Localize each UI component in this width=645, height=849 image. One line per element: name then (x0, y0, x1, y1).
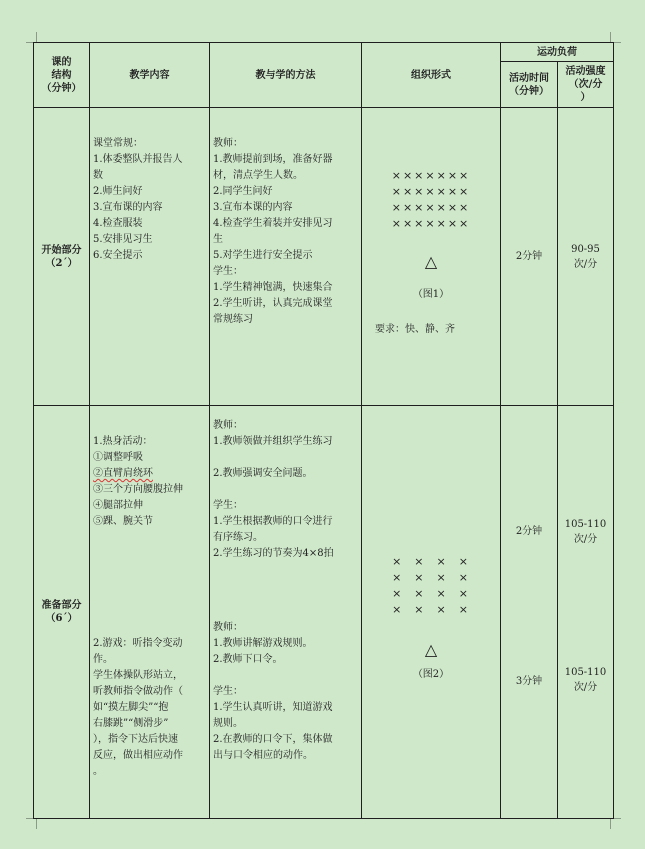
header-organization: 组织形式 (362, 43, 501, 108)
formation-row: × × × × (392, 603, 470, 616)
section-start-content: 课堂常规： 1.体委整队并报告人 数 2.师生问好 3.宣布课的内容 4.检查服装 5.安排见习生 6.安全提示 (90, 108, 210, 406)
formation-row: × × × × (392, 555, 470, 568)
teacher-triangle-icon: △ (424, 252, 438, 271)
section-prep-time: 2分钟 3分钟 (501, 406, 558, 819)
lesson-plan-table (33, 42, 614, 819)
teacher-triangle-icon: △ (424, 640, 438, 659)
section-prep-intensity: 105-110 次/分 105-110 次/分 (558, 406, 614, 819)
formation-row: ××××××× (391, 217, 471, 230)
section-start-methods: 教师： 1.教师提前到场，准备好器 材，清点学生人数。 2.同学生问好 3.宣布本课的内容 4.检查学生着装并安排见习 生 5.对学生进行安全提示 学生： 1.学生精神饱满，快速集合 2.学生听讲，认真完成课堂 常规练习 (210, 108, 362, 406)
section-prep-methods: 教师： 1.教师领做并组织学生练习 2.教师强调安全问题。 学生： 1.学生根据教师的口令进行 有序练习。 2.学生练习的节奏为4×8拍 教师： 1.教师讲解游戏规则。 2.教师下口令。 学生： 1.学生认真听讲，知道游戏 规则。 2.在教师的口令下，集体做 出与口令相应的动作。 (210, 406, 362, 819)
header-structure: 课的 结构 （分钟） (34, 43, 90, 108)
header-content: 教学内容 (90, 43, 210, 108)
formation-row: ××××××× (391, 185, 471, 198)
header-methods: 教与学的方法 (210, 43, 362, 108)
section-prep-formation (362, 406, 501, 819)
formation-row: ××××××× (391, 201, 471, 214)
section-start-time: 2分钟 (501, 108, 558, 406)
section-start-formation (362, 108, 501, 406)
section-start-intensity: 90-95 次/分 (558, 108, 614, 406)
header-load-intensity: 活动强度 （次/分 ） (558, 62, 614, 108)
header-load-time: 活动时间 （分钟） (501, 62, 558, 108)
figure-caption: （图2） (412, 669, 450, 680)
section-start-name: 开始部分 （2´） (34, 108, 90, 406)
header-load: 运动负荷 (501, 43, 614, 62)
formation-row: ××××××× (391, 169, 471, 182)
page-corner-mark (610, 818, 621, 829)
formation-row: × × × × (392, 571, 470, 584)
figure-caption: （图1） (412, 289, 450, 300)
section-prep-name: 准备部分 （6´） (34, 406, 90, 819)
section-prep-content: 1.热身活动： ①调整呼吸 ②直臂肩绕环 ③三个方向腰腹拉伸 ④腿部拉伸 ⑤踝、腕关节 2.游戏：听指令变动 作。 学生体操队形站立， 听教师指令做动作（ 如“摸左脚尖”“抱 右膝跳”“侧滑步” ），指令下达后快速 反应，做出相应动作 。 (90, 406, 210, 819)
page-corner-mark (26, 818, 37, 829)
formation-row: × × × × (392, 587, 470, 600)
formation-requirement: 要求：快、静、齐 (375, 324, 455, 335)
